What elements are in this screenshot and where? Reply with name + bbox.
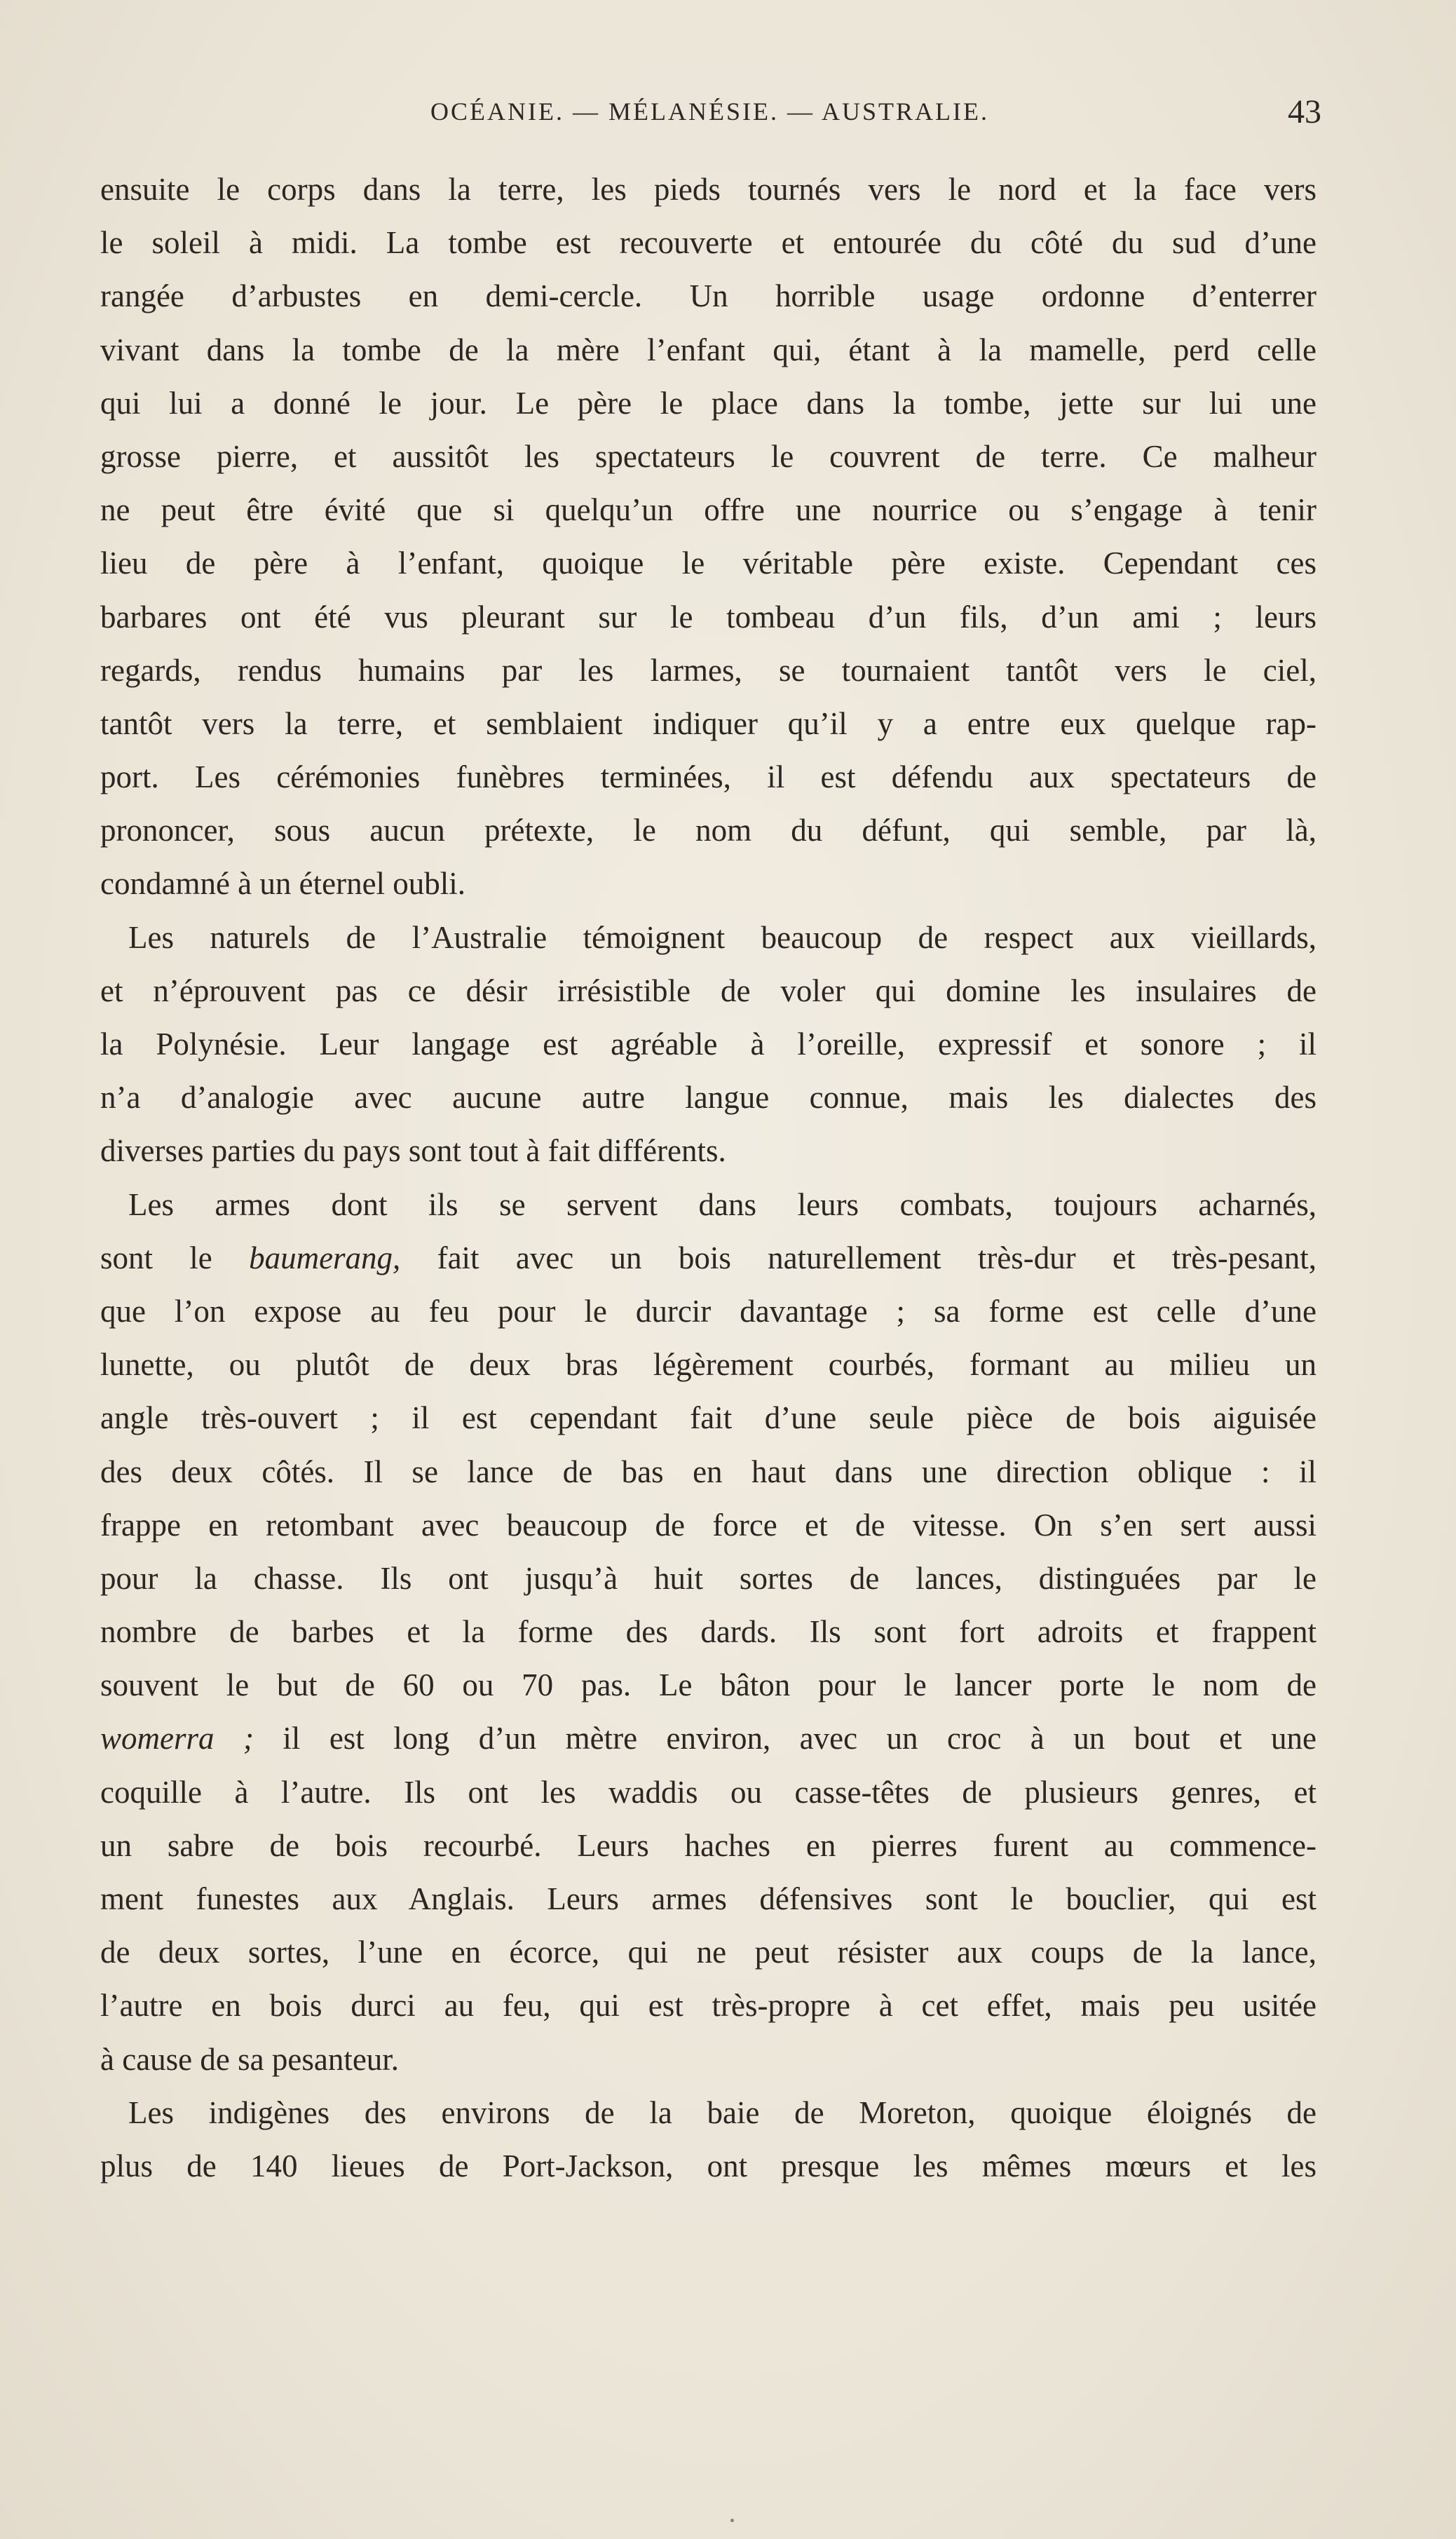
text-line: ment funestes aux Anglais. Leurs armes défensives sont le bouclier, qui est <box>100 1881 1316 1916</box>
text-line: port. Les cérémonies funèbres terminées, il est défendu aux spectateurs de <box>100 759 1316 795</box>
text-line: Les indigènes des environs de la baie de Moreton, quoique éloignés de <box>128 2094 1316 2130</box>
text-line: ensuite le corps dans la terre, les pieds tournés vers le nord et la face vers <box>100 172 1316 207</box>
text-line: ne peut être évité que si quelqu’un offre une nourrice ou s’engage à tenir <box>100 492 1316 528</box>
text-line: à cause de sa pesanteur. <box>100 2041 400 2077</box>
text-line: Les armes dont ils se servent dans leurs combats, toujours acharnés, <box>128 1186 1316 1222</box>
text-line: des deux côtés. Il se lance de bas en haut dans une direction oblique : il <box>100 1454 1316 1489</box>
text-line: lunette, ou plutôt de deux bras légèrement courbés, formant au milieu un <box>100 1347 1316 1383</box>
speck <box>730 2519 734 2522</box>
text-line: pour la chasse. Ils ont jusqu’à huit sortes de lances, distinguées par le <box>100 1560 1316 1596</box>
text-line: et n’éprouvent pas ce désir irrésistible de voler qui domine les insulaires de <box>100 973 1316 1008</box>
text-segment: il est long d’un mètre environ, avec un croc à un bout et une <box>253 1721 1316 1756</box>
text-line: qui lui a donné le jour. Le père le place dans la tombe, jette sur lui une <box>100 385 1316 421</box>
text-line: grosse pierre, et aussitôt les spectateurs le couvrent de terre. Ce malheur <box>100 438 1316 474</box>
running-head <box>98 93 1321 139</box>
text-line: regards, rendus humains par les larmes, se tournaient tantôt vers le ciel, <box>100 652 1316 688</box>
running-title: OCÉANIE. — MÉLANÉSIE. — AUSTRALIE. <box>430 97 989 126</box>
text-segment: sont le <box>100 1240 250 1275</box>
text-line: nombre de barbes et la forme des dards. Ils sont fort adroits et frappent <box>100 1614 1316 1650</box>
text-line <box>100 1712 1316 1765</box>
text-line: Les naturels de l’Australie témoignent beaucoup de respect aux vieillards, <box>128 919 1316 955</box>
text-line: vivant dans la tombe de la mère l’enfant qui, étant à la mamelle, perd celle <box>100 332 1316 367</box>
text-line: que l’on expose au feu pour le durcir davantage ; sa forme est celle d’une <box>100 1293 1316 1329</box>
body-text <box>100 163 1316 2193</box>
text-line: angle très-ouvert ; il est cependant fait d’une seule pièce de bois aiguisée <box>100 1400 1316 1436</box>
text-line: plus de 140 lieues de Port-Jackson, ont presque les mêmes mœurs et les <box>100 2148 1316 2183</box>
italic-term: womerra ; <box>100 1721 254 1756</box>
text-line: condamné à un éternel oubli. <box>100 866 466 902</box>
text-line: n’a d’analogie avec aucune autre langue connue, mais les dialectes des <box>100 1080 1316 1116</box>
text-line: tantôt vers la terre, et semblaient indiquer qu’il y a entre eux quelque rap- <box>100 705 1316 741</box>
text-line: de deux sortes, l’une en écorce, qui ne peut résister aux coups de la lance, <box>100 1935 1316 1970</box>
text-line: la Polynésie. Leur langage est agréable à l’oreille, expressif et sonore ; il <box>100 1027 1316 1062</box>
text-line: lieu de père à l’enfant, quoique le véritable père existe. Cependant ces <box>100 546 1316 581</box>
text-line: souvent le but de 60 ou 70 pas. Le bâton pour le lancer porte le nom de <box>100 1667 1316 1703</box>
page-number: 43 <box>1288 93 1321 130</box>
text-line <box>100 1231 1316 1285</box>
text-line: barbares ont été vus pleurant sur le tombeau d’un fils, d’un ami ; leurs <box>100 599 1316 635</box>
text-line: diverses parties du pays sont tout à fait différents. <box>100 1133 726 1169</box>
text-line: rangée d’arbustes en demi-cercle. Un horrible usage ordonne d’enterrer <box>100 278 1316 314</box>
text-segment: fait avec un bois naturellement très-dur et très-pesant, <box>400 1240 1316 1275</box>
text-line: prononcer, sous aucun prétexte, le nom du défunt, qui semble, par là, <box>100 813 1316 848</box>
text-line: coquille à l’autre. Ils ont les waddis ou casse-têtes de plusieurs genres, et <box>100 1774 1316 1810</box>
text-line: l’autre en bois durci au feu, qui est très-propre à cet effet, mais peu usitée <box>100 1988 1316 2024</box>
text-line: le soleil à midi. La tombe est recouverte et entourée du côté du sud d’une <box>100 225 1316 261</box>
text-line: un sabre de bois recourbé. Leurs haches en pierres furent au commence- <box>100 1827 1316 1863</box>
italic-term: baumerang, <box>249 1240 401 1275</box>
text-line: frappe en retombant avec beaucoup de force et de vitesse. On s’en sert aussi <box>100 1507 1316 1543</box>
